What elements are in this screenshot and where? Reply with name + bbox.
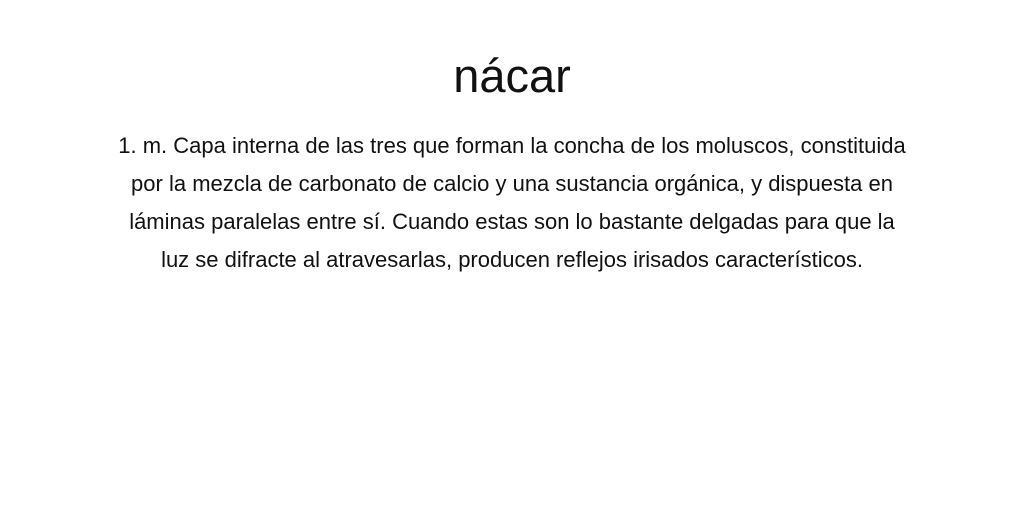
- headword: nácar: [453, 49, 571, 102]
- definition-line: por la mezcla de carbonato de calcio y una sustancia orgánica, y dispuesta en: [131, 171, 893, 196]
- definition-line: 1. m. Capa interna de las tres que forman la concha de los moluscos, constituida: [118, 133, 906, 158]
- definition-text: [50, 127, 974, 279]
- definition-line: láminas paralelas entre sí. Cuando estas son lo bastante delgadas para que la: [129, 209, 895, 234]
- definition-line: luz se difracte al atravesarlas, producen reflejos irisados característicos.: [161, 247, 863, 272]
